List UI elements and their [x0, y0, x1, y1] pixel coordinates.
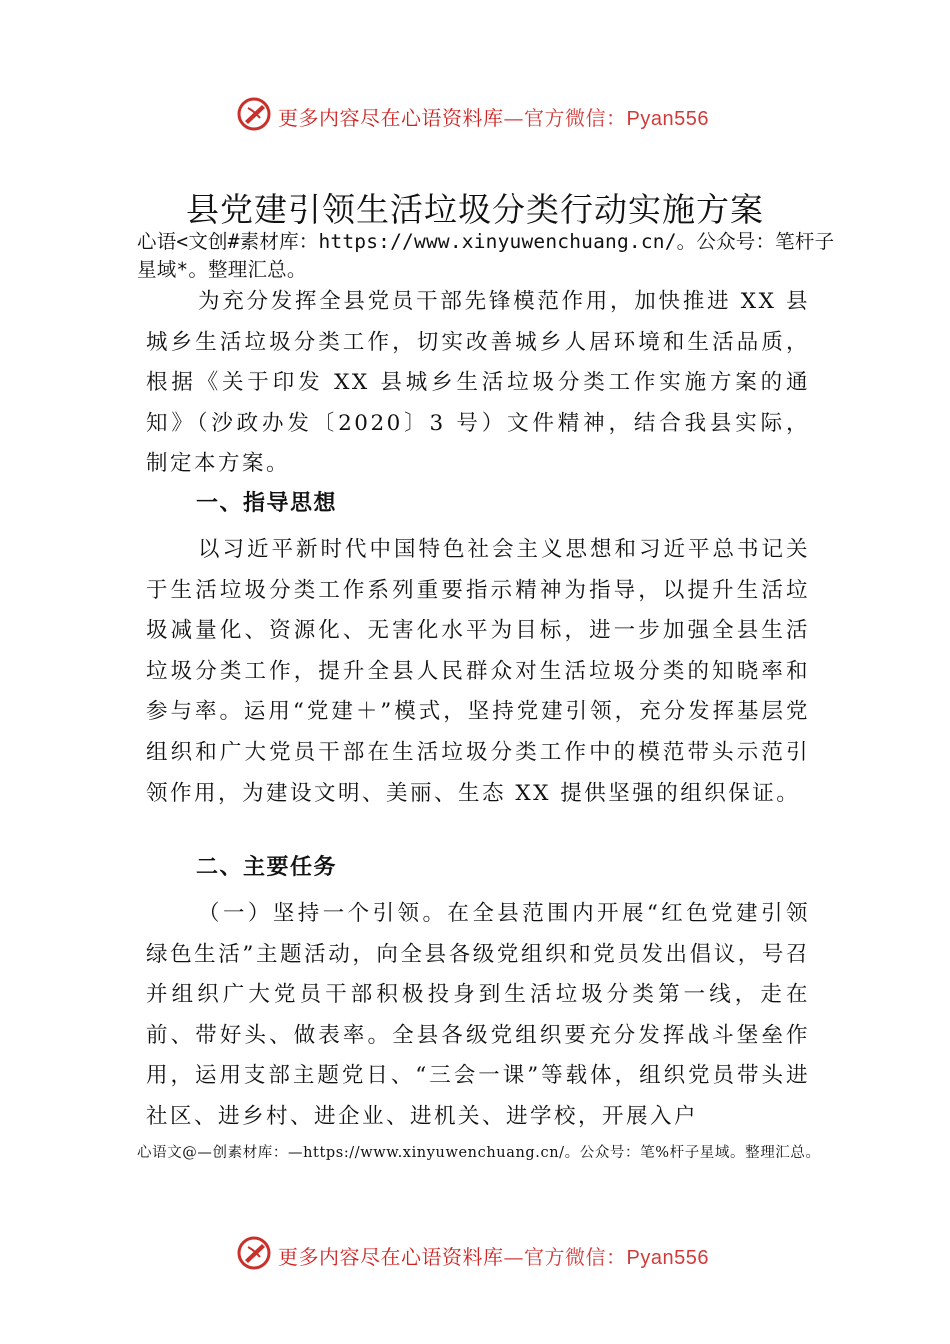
banner-wechat-id: Pyan556: [626, 1247, 709, 1269]
source-note: 心语<文创#素材库：https://www.xinyuwenchuang.cn/。公众号：笔杆子星域*。整理汇总。: [137, 230, 835, 281]
document-title: 县党建引领生活垃圾分类行动实施方案: [186, 190, 764, 229]
banner-brand: 更多内容尽在心语资料库: [278, 1245, 504, 1269]
banner-wechat-label: 官方微信：: [524, 1245, 627, 1269]
logo-icon: [236, 1235, 272, 1271]
footer-banner: [0, 1233, 950, 1273]
header-banner: [0, 94, 950, 134]
banner-separator: —: [503, 1245, 524, 1269]
section-heading-main-tasks: 二、主要任务: [196, 855, 338, 880]
main-tasks-paragraph: （一）坚持一个引领。在全县范围内开展“红色党建引领绿色生活”主题活动，向全县各级党组织和党员发出倡议，号召并组织广大党员干部积极投身到生活垃圾分类第一线，走在前、带好头、做表率。全县各级党组织要充分发挥战斗堡垒作用，运用支部主题党日、“三会一课”等载体，组织党员带头进社区、进乡村、进企业、进机关、进学校，开展入户: [146, 901, 810, 1129]
banner-wechat-label: 官方微信：: [524, 106, 627, 130]
banner-wechat-id: Pyan556: [626, 108, 709, 130]
banner-separator: —: [503, 106, 524, 130]
banner-brand: 更多内容尽在心语资料库: [278, 106, 504, 130]
section-heading-guiding-ideology: 一、指导思想: [196, 491, 338, 516]
banner-text: [278, 1241, 709, 1270]
intro-paragraph: 为充分发挥全县党员干部先锋模范作用，加快推进 XX 县城乡生活垃圾分类工作，切实改善城乡人居环境和生活品质，根据《关于印发 XX 县城乡生活垃圾分类工作实施方案的通知》（沙政办发〔2020〕3 号）文件精神，结合我县实际， 制定本方案。: [146, 289, 810, 477]
footer-source-note: 心语文@—创素材库：—https://www.xinyuwenchuang.cn/。公众号：笔%杆子星域。整理汇总。: [137, 1145, 821, 1161]
banner-text: [278, 102, 709, 131]
logo-icon: [236, 96, 272, 132]
guiding-ideology-paragraph: 以习近平新时代中国特色社会主义思想和习近平总书记关于生活垃圾分类工作系列重要指示精神为指导，以提升生活垃圾减量化、资源化、无害化水平为目标，进一步加强全县生活垃圾分类工作，提升全县人民群众对生活垃圾分类的知晓率和参与率。运用“党建＋”模式，坚持党建引领，充分发挥基层党组织和广大党员干部在生活垃圾分类工作中的模范带头示范引领作用，为建设文明、美丽、生态 XX 提供坚强的组织保证。: [146, 537, 810, 806]
